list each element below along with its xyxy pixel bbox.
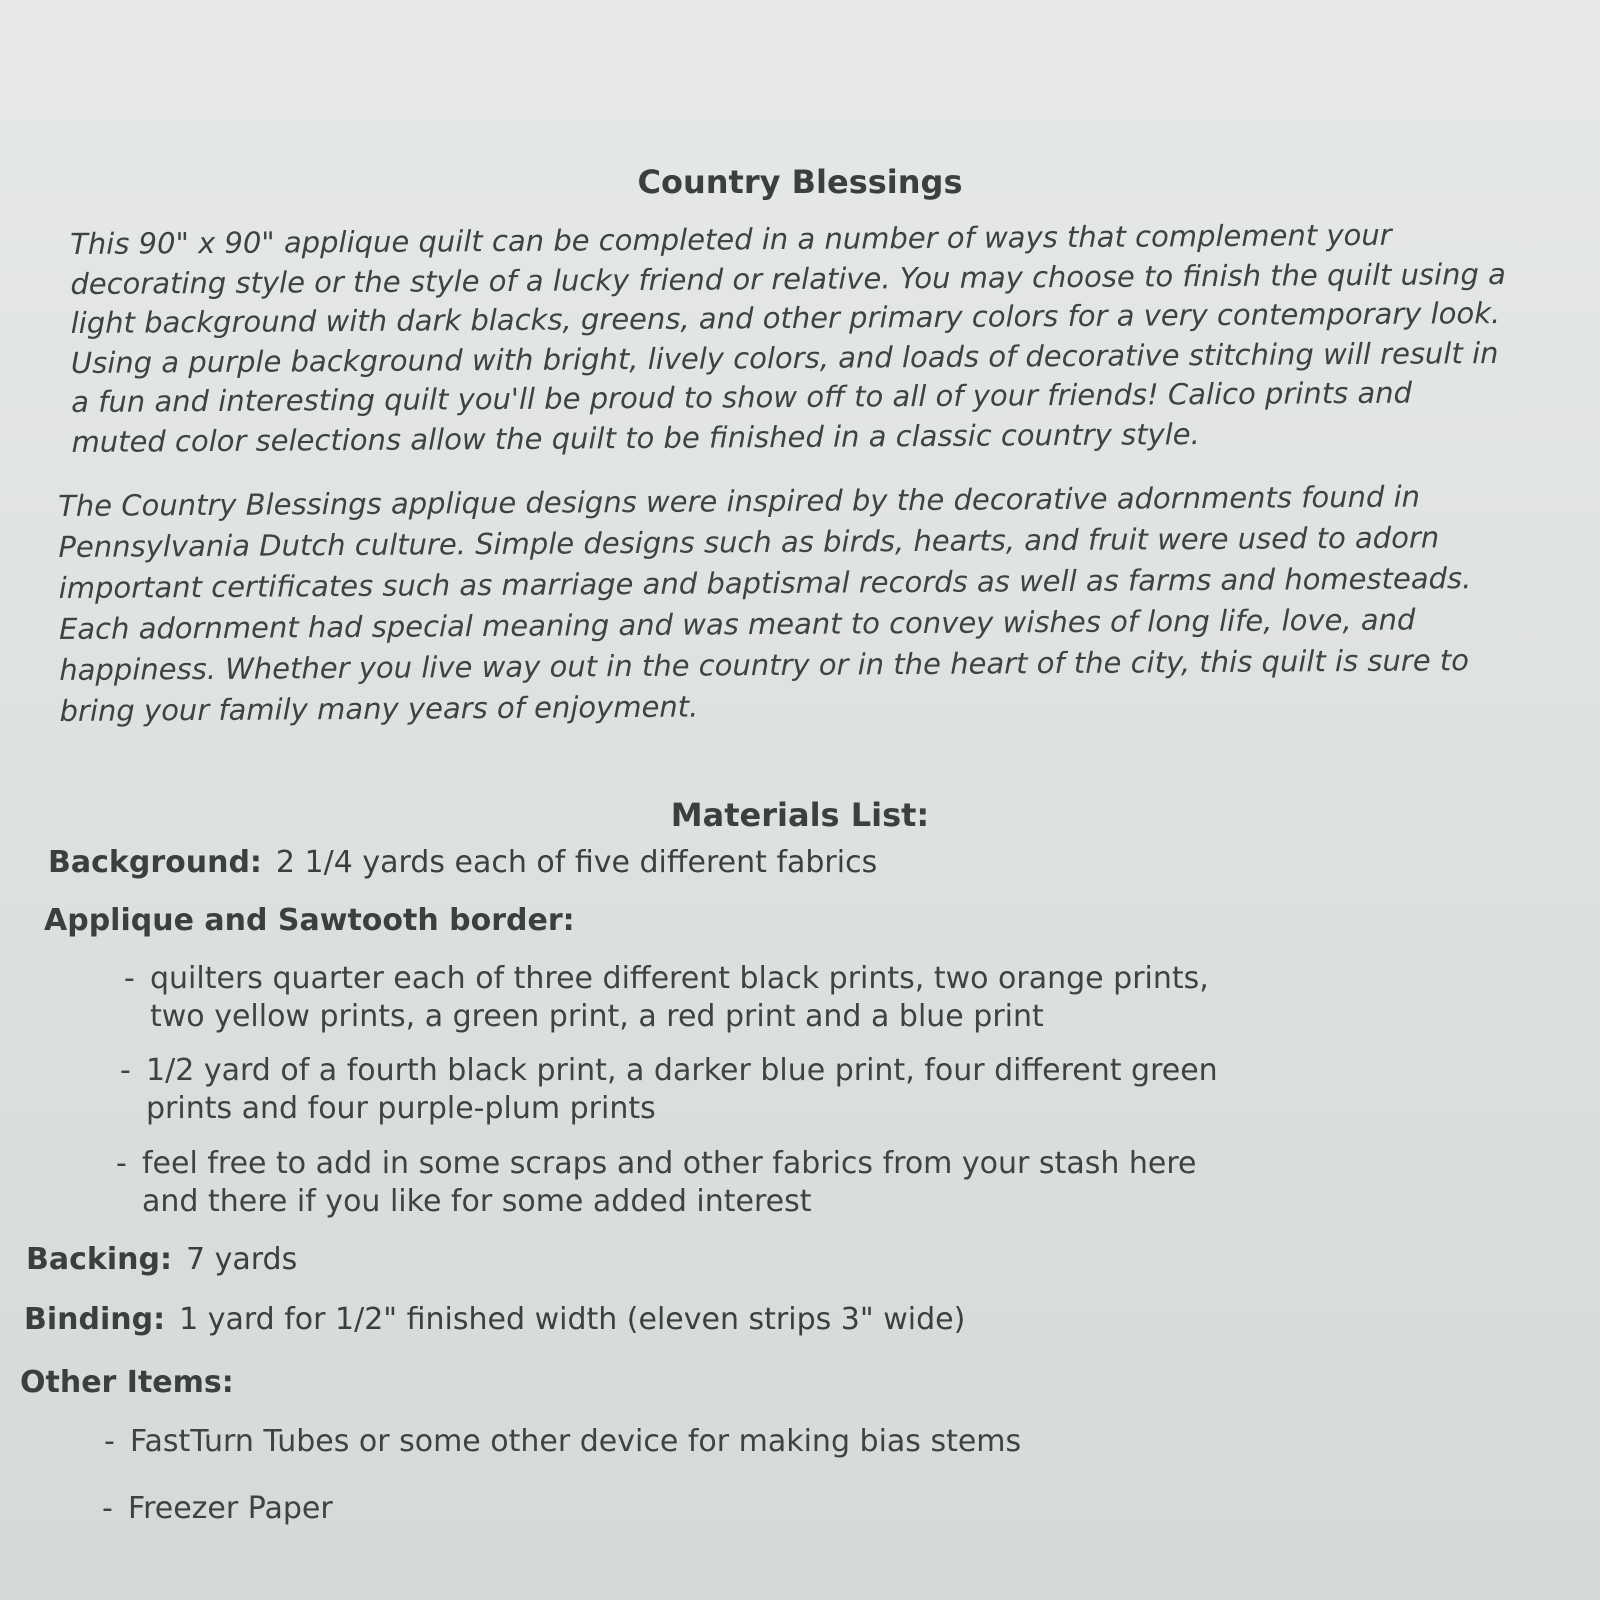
applique-label: Applique and Sawtooth border: (44, 903, 575, 938)
document-title: Country Blessings (637, 163, 963, 201)
intro-paragraph-1: This 90" x 90" applique quilt can be completed in a number of ways that complement your decorating style or the style of a lucky friend or relative. You may choose to finish the quilt using a light background with dark blacks, greens, and other primary colors for a very contemporary look. Using a purple background with bright, lively colors, and loads of decorative stitching will result in a fun and interesting quilt you'll be proud to show off to all of your friends! Calico prints and muted color selections allow the quilt to be finished in a classic country style. (70, 217, 1506, 459)
applique-item-1-text: quilters quarter each of three different black prints, two orange prints, two yellow prints, a green print, a red print and a blue print (150, 961, 1209, 1034)
background-row (48, 845, 877, 880)
other-item-2-text: Freezer Paper (128, 1491, 333, 1526)
other-item-1 (104, 1423, 1330, 1461)
applique-item-3-text: feel free to add in some scraps and other fabrics from your stash here and there if you like for some added interest (142, 1146, 1197, 1219)
applique-item-2 (120, 1052, 1286, 1128)
other-item-2 (102, 1490, 1328, 1528)
backing-label: Backing: (26, 1242, 172, 1277)
intro-paragraph-2: The Country Blessings applique designs were inspired by the decorative adornments found in Pennsylvania Dutch culture. Simple designs such as birds, hearts, and fruit were used to adorn important certificates such as marriage and baptismal records as well as farms and homesteads. Each adornment had special meaning and was meant to convey wishes of long life, love, and happiness. Whether you live way out in the country or in the heart of the city, this quilt is sure to bring your family many years of enjoyment. (58, 479, 1472, 728)
background-value: 2 1/4 yards each of five different fabrics (275, 845, 878, 880)
background-label: Background: (48, 845, 262, 880)
materials-heading: Materials List: (670, 796, 930, 834)
bullet-dash: - (104, 1424, 115, 1459)
other-items-label: Other Items: (20, 1365, 234, 1400)
binding-label: Binding: (24, 1302, 166, 1337)
bullet-dash: - (124, 961, 135, 996)
applique-item-3 (116, 1145, 1252, 1221)
applique-item-1 (124, 960, 1250, 1036)
other-items-row (20, 1365, 234, 1400)
bullet-dash: - (116, 1146, 127, 1181)
applique-item-2-text: 1/2 yard of a fourth black print, a darker blue print, four different green prints and four purple-plum prints (146, 1053, 1218, 1126)
bullet-dash: - (102, 1491, 113, 1526)
backing-value: 7 yards (185, 1242, 298, 1277)
bullet-dash: - (120, 1053, 131, 1088)
backing-row (26, 1242, 297, 1277)
applique-row (44, 903, 575, 938)
other-item-1-text: FastTurn Tubes or some other device for making bias stems (130, 1424, 1022, 1459)
binding-value: 1 yard for 1/2" finished width (eleven strips 3" wide) (179, 1302, 966, 1337)
binding-row (24, 1302, 965, 1337)
